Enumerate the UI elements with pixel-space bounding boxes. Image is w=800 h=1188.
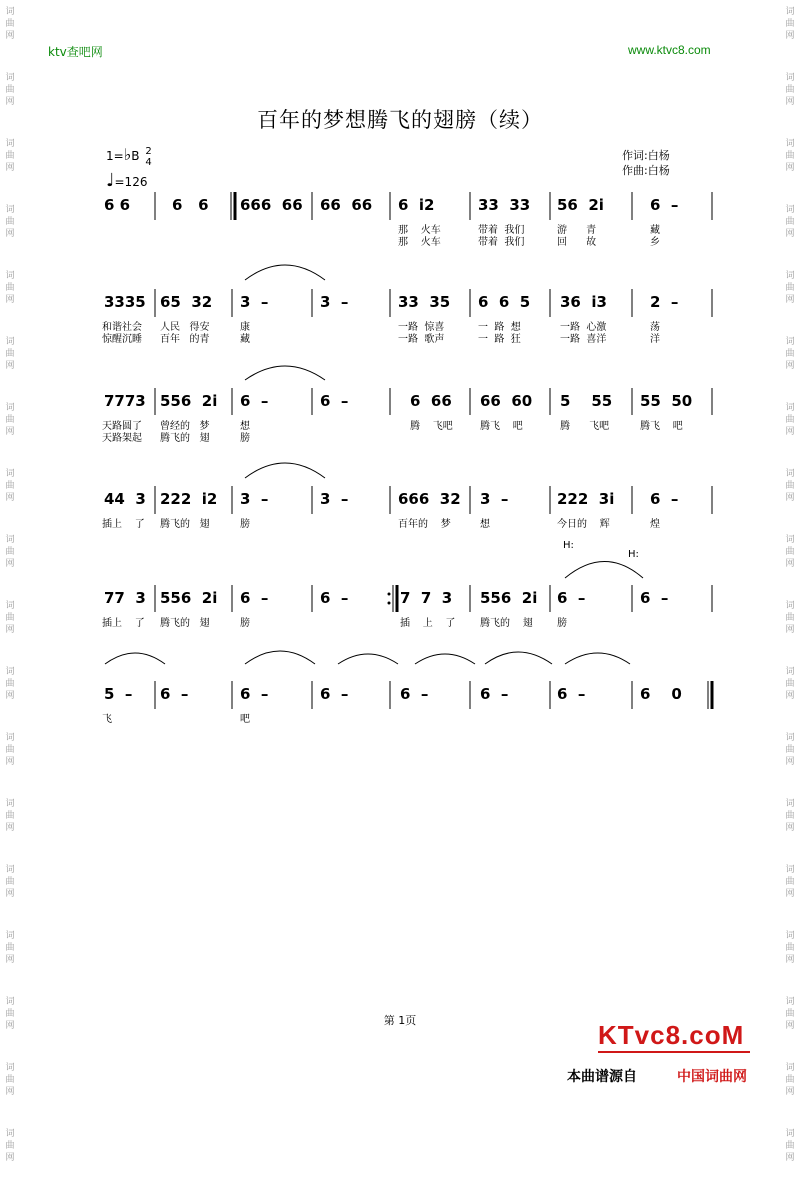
watermark-char: 词 (785, 601, 795, 611)
watermark-char: 曲 (5, 1075, 15, 1085)
site-name-left[interactable]: ktv查吧网 (48, 45, 103, 59)
slur (245, 366, 325, 380)
watermark-char: 曲 (5, 415, 15, 425)
lyric-text: 藏 (650, 225, 660, 236)
watermark-char: 网 (5, 493, 15, 503)
lyric-text: 一路 惊喜 (398, 322, 445, 333)
watermark-char: 词 (785, 865, 795, 875)
lyric-text: 插 上 了 (400, 618, 456, 629)
lyric-text: 腾飞的 翅 (160, 433, 210, 444)
watermark-char: 词 (5, 535, 15, 545)
lyric-text: 天路圆了 (102, 421, 142, 432)
note-group: 6 66 (410, 392, 452, 410)
watermark-char: 词 (5, 7, 15, 17)
watermark-char: 曲 (785, 415, 795, 425)
watermark-char: 网 (5, 889, 15, 899)
watermark-char: 曲 (785, 877, 795, 887)
watermark-char: 网 (785, 691, 795, 701)
lyric-text: 飞 (102, 714, 112, 725)
watermark-char: 曲 (785, 547, 795, 557)
lyric-text: 那 火车 (398, 237, 441, 248)
watermark-char: 网 (5, 229, 15, 239)
watermark-char: 曲 (5, 745, 15, 755)
slur (245, 463, 325, 478)
note-group: 6 – (240, 589, 269, 607)
watermark-char: 网 (785, 625, 795, 635)
watermark-char: 词 (5, 931, 15, 941)
watermark-char: 网 (785, 295, 795, 305)
repeat-sign: H: (563, 540, 574, 551)
lyric-text: 今日的 辉 (557, 519, 610, 530)
note-group: 56 2i (557, 196, 604, 214)
lyric-text: 人民 得安 (160, 322, 210, 333)
lyric-text: 那 火车 (398, 225, 441, 236)
watermark-char: 词 (785, 139, 795, 149)
logo-text: KTvc8.coM (598, 1020, 745, 1050)
note-group: 3 – (320, 490, 349, 508)
lyric-text: 百年 的青 (160, 334, 210, 345)
watermark-char: 词 (5, 469, 15, 479)
note-group: 6 6 (172, 196, 209, 214)
note-group: 3 – (480, 490, 509, 508)
note-group: 77 3 (104, 589, 146, 607)
note-group: 44 3 (104, 490, 146, 508)
note-group: 33 35 (398, 293, 451, 311)
watermark-char: 词 (5, 865, 15, 875)
note-group: 55 50 (640, 392, 693, 410)
note-group: 6 – (650, 490, 679, 508)
watermark-char: 曲 (5, 1141, 15, 1151)
watermark-char: 曲 (785, 151, 795, 161)
watermark-char: 曲 (5, 679, 15, 689)
watermark-char: 网 (5, 1087, 15, 1097)
watermark-char: 网 (5, 295, 15, 305)
source-label: 本曲谱源自 (567, 1069, 637, 1085)
watermark-char: 曲 (5, 151, 15, 161)
lyric-text: 腾飞的 翅 (480, 618, 533, 629)
lyric-text: 曾经的 梦 (160, 421, 210, 432)
note-group: 6 – (240, 392, 269, 410)
watermark-char: 词 (5, 337, 15, 347)
note-group: 6 6 5 (478, 293, 531, 311)
note-group: 222 i2 (160, 490, 218, 508)
lyricist-credit: 作词:白杨 (622, 149, 670, 162)
lyric-text: 腾飞的 翅 (160, 519, 210, 530)
slur (245, 265, 325, 280)
note-group: 66 66 (320, 196, 373, 214)
watermark-char: 词 (785, 205, 795, 215)
watermark-char: 词 (785, 997, 795, 1007)
lyric-text: 回 故 (557, 237, 597, 248)
lyric-text: 带着 我们 (478, 237, 525, 248)
note-group: 6 – (240, 685, 269, 703)
watermark-char: 曲 (5, 283, 15, 293)
watermark-char: 曲 (785, 1141, 795, 1151)
page-number: 第 1页 (383, 1014, 417, 1027)
watermark-char: 词 (785, 469, 795, 479)
watermark-char: 网 (785, 427, 795, 437)
note-group: 6 6 (104, 196, 131, 214)
watermark-char: 词 (785, 271, 795, 281)
lyric-text: 带着 我们 (478, 225, 525, 236)
lyric-text: 腾 飞吧 (410, 421, 453, 432)
watermark-char: 网 (785, 889, 795, 899)
note-group: 6 – (320, 392, 349, 410)
watermark-char: 词 (5, 73, 15, 83)
note-group: 7773 (104, 392, 146, 410)
note-group: 5 – (104, 685, 133, 703)
watermark-char: 网 (5, 823, 15, 833)
key-letter: B (131, 149, 140, 163)
note-group: 3335 (104, 293, 146, 311)
lyric-text: 膀 (240, 618, 250, 629)
watermark-char: 词 (5, 271, 15, 281)
note-group: 6 – (557, 685, 586, 703)
watermark-char: 曲 (785, 85, 795, 95)
watermark-char: 曲 (785, 1075, 795, 1085)
time-bottom: 4 (145, 156, 152, 168)
lyric-text: 荡 (650, 322, 660, 333)
note-group: 6 – (400, 685, 429, 703)
watermark-char: 网 (5, 97, 15, 107)
watermark-char: 网 (5, 31, 15, 41)
note-group: 6 – (557, 589, 586, 607)
watermark-char: 曲 (785, 745, 795, 755)
watermark-char: 网 (785, 955, 795, 965)
watermark-char: 曲 (785, 1009, 795, 1019)
note-group: 6 – (480, 685, 509, 703)
note-group: 6 0 (640, 685, 682, 703)
note-group: 6 – (650, 196, 679, 214)
watermark-char: 曲 (785, 613, 795, 623)
watermark-char: 曲 (5, 943, 15, 953)
note-group: 2 – (650, 293, 679, 311)
watermark-char: 词 (785, 7, 795, 17)
flat-sign: ♭ (123, 145, 132, 164)
watermark-char: 词 (785, 799, 795, 809)
watermark-char: 网 (785, 1021, 795, 1031)
note-group: 556 2i (160, 392, 218, 410)
note-group: 3 – (240, 293, 269, 311)
watermark-char: 词 (5, 997, 15, 1007)
lyric-text: 插上 了 (102, 519, 145, 530)
watermark-char: 词 (5, 205, 15, 215)
watermark-char: 词 (5, 1129, 15, 1139)
watermark-char: 网 (785, 361, 795, 371)
lyric-text: 洋 (650, 334, 660, 345)
lyric-text: 游 青 (557, 225, 597, 236)
note-group: 66 60 (480, 392, 533, 410)
watermark-char: 词 (785, 337, 795, 347)
watermark-char: 词 (5, 733, 15, 743)
lyric-text: 和谐社会 (102, 322, 142, 333)
watermark-char: 词 (785, 733, 795, 743)
lyric-text: 一路 喜洋 (560, 334, 607, 345)
lyric-text: 膀 (240, 433, 250, 444)
watermark-char: 词 (5, 403, 15, 413)
ktvc8-logo (598, 1020, 744, 1051)
watermark-char: 网 (785, 31, 795, 41)
watermark-char: 词 (5, 139, 15, 149)
watermark-char: 词 (785, 931, 795, 941)
composer-credit: 作曲:白杨 (622, 164, 670, 177)
slur (485, 652, 552, 664)
watermark-char: 曲 (5, 877, 15, 887)
watermark-char: 词 (785, 667, 795, 677)
watermark-char: 曲 (5, 19, 15, 29)
slur (105, 653, 165, 664)
watermark-char: 网 (785, 97, 795, 107)
watermark-char: 曲 (785, 811, 795, 821)
note-group: 556 2i (480, 589, 538, 607)
note-group: 5 55 (560, 392, 613, 410)
lyric-text: 腾飞 吧 (640, 421, 683, 432)
lyric-text: 插上 了 (102, 618, 145, 629)
watermark-char: 曲 (5, 613, 15, 623)
watermark-char: 词 (785, 1129, 795, 1139)
lyric-text: 腾飞的 翅 (160, 618, 210, 629)
note-group: 666 66 (240, 196, 303, 214)
watermark-char: 网 (5, 361, 15, 371)
slur (565, 653, 630, 664)
watermark-char: 词 (5, 601, 15, 611)
note-group: 36 i3 (560, 293, 607, 311)
watermark-char: 网 (5, 559, 15, 569)
watermark-char: 曲 (5, 85, 15, 95)
watermark-char: 网 (5, 625, 15, 635)
lyric-text: 膀 (240, 519, 250, 530)
watermark-char: 网 (785, 1153, 795, 1163)
note-group: 6 i2 (398, 196, 435, 214)
watermark-char: 网 (785, 823, 795, 833)
note-group: 6 – (160, 685, 189, 703)
note-group: 6 – (640, 589, 669, 607)
lyric-text: 一路 歌声 (398, 334, 445, 345)
source-site-link[interactable]: 中国词曲网 (677, 1069, 747, 1085)
tempo-value: =126 (114, 175, 148, 189)
note-group: 7 7 3 (400, 589, 453, 607)
note-group: 666 32 (398, 490, 461, 508)
watermark-char: 网 (785, 757, 795, 767)
song-title: 百年的梦想腾飞的翅膀（续） (257, 108, 543, 132)
watermark-char: 网 (5, 1153, 15, 1163)
time-top: 2 (145, 145, 152, 157)
lyric-text: 惊醒沉睡 (102, 334, 142, 345)
watermark-char: 词 (5, 667, 15, 677)
watermark-char: 曲 (785, 217, 795, 227)
lyric-text: 康 (240, 322, 250, 333)
watermark-char: 网 (785, 559, 795, 569)
watermark-char: 曲 (5, 547, 15, 557)
note-group: 33 33 (478, 196, 531, 214)
watermark-char: 词 (785, 73, 795, 83)
key-prefix: 1= (106, 149, 124, 163)
watermark-char: 曲 (5, 1009, 15, 1019)
watermark-char: 网 (5, 427, 15, 437)
repeat-dot (388, 602, 391, 605)
note-group: 3 – (320, 293, 349, 311)
watermark-char: 网 (785, 229, 795, 239)
watermark-char: 曲 (5, 349, 15, 359)
lyric-text: 百年的 梦 (398, 519, 451, 530)
lyric-text: 一 路 狂 (478, 334, 521, 345)
site-url-right[interactable]: www.ktvc8.com (628, 43, 711, 57)
note-group: 556 2i (160, 589, 218, 607)
lyric-text: 藏 (240, 334, 250, 345)
watermark-char: 曲 (785, 481, 795, 491)
watermark-char: 曲 (5, 217, 15, 227)
watermark-char: 曲 (785, 283, 795, 293)
watermark-char: 网 (5, 1021, 15, 1031)
watermark-group (782, 1122, 798, 1188)
slur (338, 654, 398, 664)
watermark-char: 网 (5, 757, 15, 767)
repeat-dot (388, 593, 391, 596)
watermark-group (2, 1122, 18, 1188)
watermark-char: 网 (785, 1087, 795, 1097)
watermark-char: 词 (5, 799, 15, 809)
watermark-char: 曲 (785, 349, 795, 359)
lyric-text: 天路架起 (102, 433, 142, 444)
watermark-char: 词 (785, 403, 795, 413)
slur (565, 562, 643, 579)
slur (415, 654, 475, 664)
watermark-char: 曲 (785, 943, 795, 953)
lyric-text: 乡 (650, 237, 660, 248)
watermark-char: 曲 (785, 19, 795, 29)
note-group: 6 – (320, 589, 349, 607)
watermark-char: 曲 (785, 679, 795, 689)
lyric-text: 一路 心激 (560, 322, 607, 333)
watermark-char: 词 (785, 1063, 795, 1073)
note-group: 6 – (320, 685, 349, 703)
slur (245, 651, 315, 664)
repeat-sign: H: (628, 549, 639, 560)
watermark-char: 曲 (5, 811, 15, 821)
lyric-text: 想 (240, 421, 250, 432)
lyric-text: 腾飞 吧 (480, 421, 523, 432)
quarter-note-icon: ♩ (106, 170, 115, 191)
lyric-text: 膀 (557, 618, 567, 629)
watermark-char: 网 (785, 163, 795, 173)
watermark-char: 曲 (5, 481, 15, 491)
watermark-char: 网 (5, 163, 15, 173)
note-group: 65 32 (160, 293, 213, 311)
lyric-text: 煌 (650, 519, 660, 530)
watermark-char: 网 (785, 493, 795, 503)
logo-underline (598, 1050, 750, 1056)
watermark-char: 网 (5, 691, 15, 701)
watermark-char: 词 (785, 535, 795, 545)
lyric-text: 一 路 想 (478, 322, 521, 333)
lyric-text: 腾 飞吧 (560, 421, 610, 432)
note-group: 3 – (240, 490, 269, 508)
lyric-text: 想 (480, 519, 490, 530)
note-group: 222 3i (557, 490, 615, 508)
watermark-char: 词 (5, 1063, 15, 1073)
watermark-char: 网 (5, 955, 15, 965)
lyric-text: 吧 (240, 714, 250, 725)
